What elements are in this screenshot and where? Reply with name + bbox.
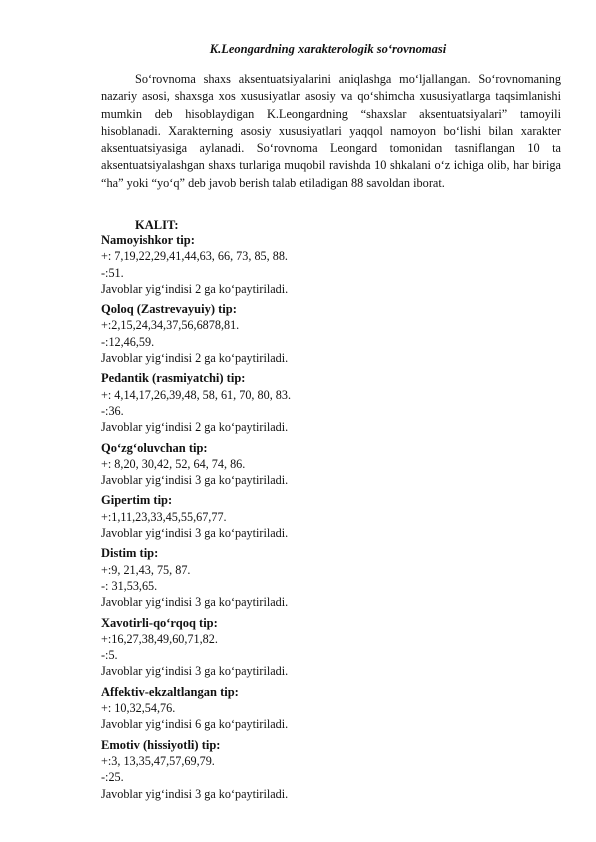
multiplier-note: Javoblar yig‘indisi 3 ga ko‘paytiriladi. (101, 473, 289, 488)
section-heading: Qo‘zg‘oluvchan tip: (101, 440, 208, 455)
plus-items: +:2,15,24,34,37,56,6878,81. (101, 318, 240, 333)
minus-items: -:25. (101, 770, 124, 785)
multiplier-note: Javoblar yig‘indisi 6 ga ko‘paytiriladi. (101, 717, 289, 732)
multiplier-note: Javoblar yig‘indisi 3 ga ko‘paytiriladi. (101, 786, 289, 801)
multiplier-note: Javoblar yig‘indisi 2 ga ko‘paytiriladi. (101, 420, 289, 435)
key-section-affektiv (101, 684, 561, 733)
section-heading: Gipertim tip: (101, 493, 173, 508)
section-heading: Distim tip: (101, 546, 159, 561)
plus-items: +:16,27,38,49,60,71,82. (101, 631, 218, 646)
plus-items: +:9, 21,43, 75, 87. (101, 562, 191, 577)
minus-items: -:12,46,59. (101, 334, 155, 349)
section-heading: Xavotirli-qo‘rqoq tip: (101, 615, 218, 630)
multiplier-note: Javoblar yig‘indisi 3 ga ko‘paytiriladi. (101, 664, 289, 679)
key-section-distim (101, 545, 561, 610)
minus-items: -:51. (101, 265, 124, 280)
key-section-qozgoluvchan (101, 440, 561, 489)
plus-items: +: 8,20, 30,42, 52, 64, 74, 86. (101, 456, 246, 471)
key-section-pedantik (101, 370, 561, 435)
section-heading: Namoyishkor tip: (101, 233, 195, 247)
section-heading: Pedantik (rasmiyatchi) tip: (101, 371, 246, 386)
section-heading: Qoloq (Zastrevayuiy) tip: (101, 302, 237, 317)
minus-items: -:36. (101, 403, 124, 418)
plus-items: +: 7,19,22,29,41,44,63, 66, 73, 85, 88. (101, 249, 288, 264)
multiplier-note: Javoblar yig‘indisi 3 ga ko‘paytiriladi. (101, 526, 289, 541)
multiplier-note: Javoblar yig‘indisi 2 ga ko‘paytiriladi. (101, 351, 289, 366)
key-section-gipertim (101, 492, 561, 541)
plus-items: +: 10,32,54,76. (101, 701, 176, 716)
section-heading: Affektiv-ekzaltlangan tip: (101, 684, 239, 699)
intro-paragraph: So‘rovnoma shaxs aksentuatsiyalarini aniqlashga mo‘ljallangan. So‘rovnomaning nazariy asosi, shaxsga xos xususiyatlar asosiy va qo‘shimcha xususiyatlarga taqsimlanishi mumkin deb hisoblaydigan K.Leongardning “shaxslar aksentuatsiyalari” tamoyili hisoblanadi. Xarakterning asosiy xususiyatlari yaqqol namoyon bo‘lishi bilan xarakter aksentuatsiyasiga aylanadi. So‘rovnoma Leongard tomonidan tasniflangan 10 ta aksentuatsiyalashgan shaxs turlariga muqobil ravishda 10 shkalani o‘z ichiga olib, har biriga “ha” yoki “yo‘q” deb javob berish talab etiladigan 88 savoldan iborat. (101, 72, 561, 190)
plus-items: +:3, 13,35,47,57,69,79. (101, 753, 215, 768)
key-list (101, 232, 561, 806)
key-section-qoloq (101, 301, 561, 366)
document-title: K.Leongardning xarakterologik so‘rovnomasi (209, 42, 447, 56)
multiplier-note: Javoblar yig‘indisi 2 ga ko‘paytiriladi. (101, 281, 289, 296)
plus-items: +: 4,14,17,26,39,48, 58, 61, 70, 80, 83. (101, 387, 292, 402)
key-section-emotiv (101, 737, 561, 802)
key-section-namoyishkor (101, 232, 561, 297)
minus-items: -:5. (101, 648, 118, 663)
minus-items: -: 31,53,65. (101, 578, 158, 593)
plus-items: +:1,11,23,33,45,55,67,77. (101, 509, 227, 524)
section-heading: Emotiv (hissiyotli) tip: (101, 737, 221, 752)
key-section-xavotirli (101, 615, 561, 680)
key-heading: KALIT: (135, 218, 179, 232)
multiplier-note: Javoblar yig‘indisi 3 ga ko‘paytiriladi. (101, 595, 289, 610)
